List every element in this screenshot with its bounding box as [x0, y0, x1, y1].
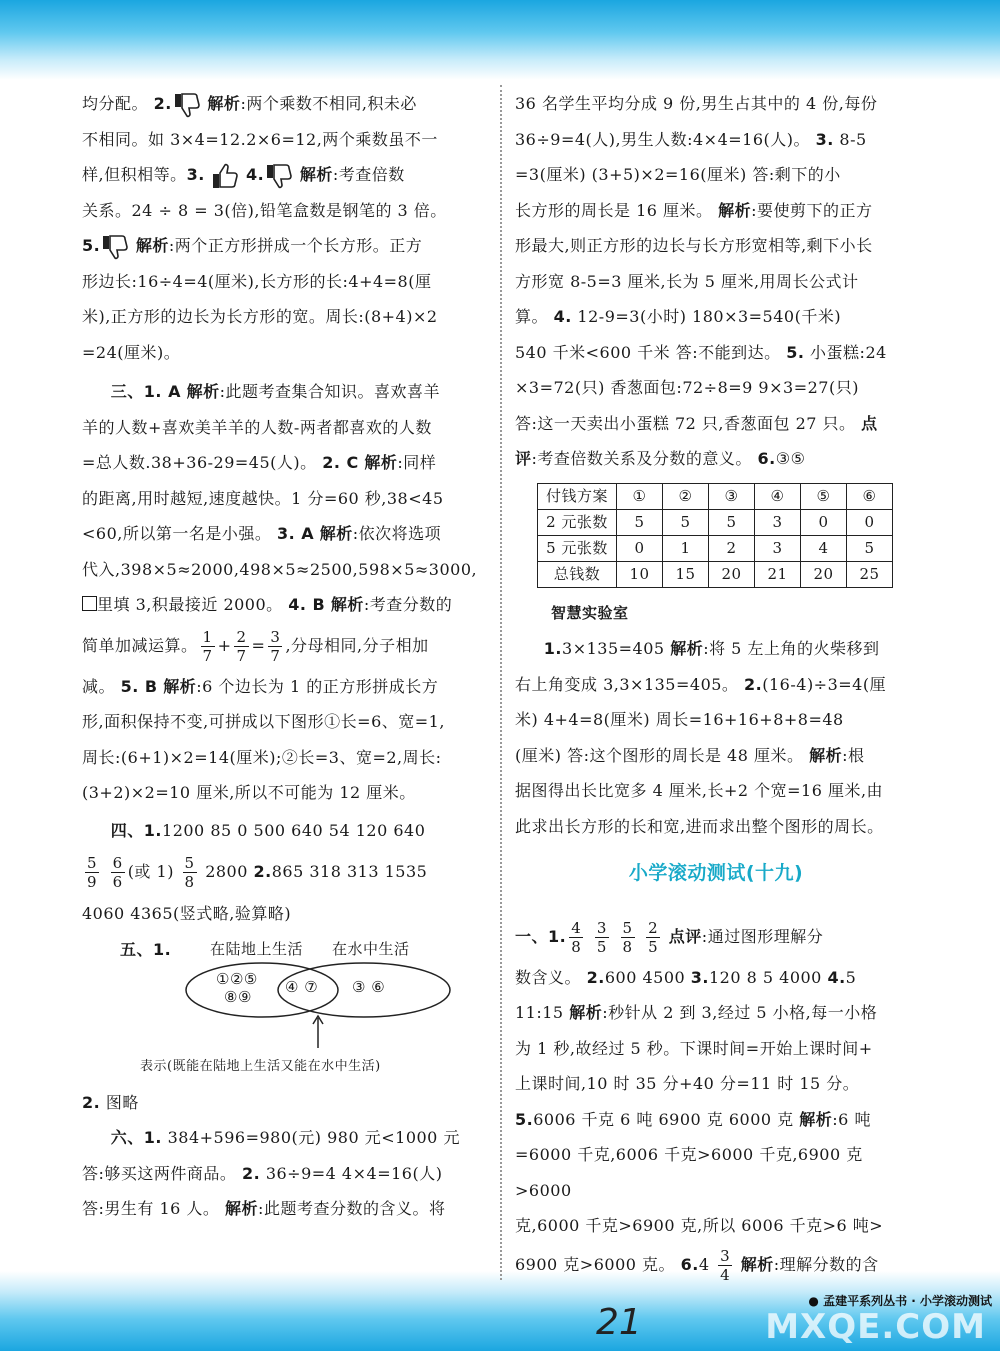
text-line: 上课时间,10 时 35 分+40 分=11 时 15 分。 [515, 1074, 860, 1093]
table-cell: 2 元张数 [538, 509, 617, 535]
table-cell: 25 [847, 561, 893, 587]
table-cell: 付钱方案 [538, 483, 617, 509]
thumbs-down-icon [264, 161, 294, 191]
thumbs-down-icon [172, 90, 202, 120]
thumbs-up-icon [210, 161, 240, 191]
text-line: 1.3×135=405 解析:将 5 左上角的火柴移到 [543, 639, 880, 658]
text-line: (3+2)×2=10 厘米,所以不可能为 12 厘米。 [82, 783, 416, 802]
table-cell: 20 [709, 561, 755, 587]
text-line: 答:这一天卖出小蛋糕 72 只,香葱面包 27 只。 点 [515, 413, 878, 433]
table-cell: 4 [801, 535, 847, 561]
text-line: 一、1. $\frac{4}{8}$ $\frac{3}{5}$ $\frac{5}{8}$ $\frac{2}{5}$ 点评:通过图形理解分 [515, 918, 824, 956]
text-line: 样,但积相等。3. 4. 解析:考查倍数 [82, 157, 487, 193]
fraction: $\frac{5}{8}$ [184, 854, 195, 891]
text-line: 5. 解析:两个正方形拼成一个长方形。正方 [82, 228, 487, 264]
text-line: 据图得出长比宽多 4 厘米,长+2 个宽=16 厘米,由 [515, 781, 884, 800]
text-line: =24(厘米)。 [82, 342, 181, 362]
fraction: $\frac{5}{8}$ [622, 918, 633, 956]
table-cell: 10 [617, 561, 663, 587]
text-line: 6900 克>6000 克。 6.4 $\frac{3}{4}$ 解析:理解分数的含 [515, 1246, 879, 1284]
fraction: $\frac{6}{6}$ [112, 854, 123, 891]
blank-box [82, 596, 97, 611]
text-line: 11:15 解析:秒针从 2 到 3,经过 5 小格,每一小格 [515, 1003, 878, 1022]
text-line: 540 千米<600 千米 答:不能到达。 5. 小蛋糕:24 [515, 342, 887, 362]
table-row [538, 561, 893, 587]
watermark: MXQE.COM [765, 1307, 986, 1347]
page-number: 21 [596, 1302, 642, 1343]
table-cell: 2 [709, 535, 755, 561]
text-line: 代入,398×5≈2000,498×5≈2500,598×5≈3000, [82, 559, 478, 579]
venn-diagram [82, 932, 487, 1057]
text-line: 形边长:16÷4=4(厘米),长方形的长:4+4=8(厘 [82, 271, 432, 291]
text-line: 算。 4. 12-9=3(小时) 180×3=540(千米) [515, 307, 842, 326]
text-line: 36 名学生平均分成 9 份,男生占其中的 4 份,每份 [515, 94, 878, 113]
venn-overlap-items: ④ ⑦ [285, 977, 319, 996]
table-row [538, 483, 893, 509]
text-line: 方形宽 8-5=3 厘米,长为 5 厘米,用周长公式计 [515, 271, 859, 291]
text-line: 均分配。 2. 解析:两个乘数不相同,积未必 [82, 86, 487, 122]
text-line: 关系。24 ÷ 8 = 3(倍),铅笔盒数是钢笔的 3 倍。 [82, 200, 447, 220]
fraction: $\frac{5}{9}$ [87, 854, 98, 891]
text-line: 2. 图略 [82, 1092, 139, 1112]
text-line: 5.6006 千克 6 吨 6900 克 6000 克 解析:6 吨 [515, 1109, 871, 1129]
table-cell: 0 [617, 535, 663, 561]
table-row [538, 535, 893, 561]
fraction: $\frac{3}{4}$ [720, 1246, 731, 1284]
venn-land-items: ⑧⑨ [224, 987, 252, 1006]
text-line: 三、1. A 解析:此题考查集合知识。喜欢喜羊 [110, 382, 440, 401]
thumbs-down-icon [100, 232, 130, 262]
table-cell: 5 [617, 509, 663, 535]
text-line: 米) 4+4=8(厘米) 周长=16+16+8+8=48 [515, 710, 844, 729]
table-cell: ② [663, 483, 709, 509]
text-line: 形,面积保持不变,可拼成以下图形①长=6、宽=1, [82, 712, 445, 731]
table-cell: 3 [755, 509, 801, 535]
text-line: =3(厘米) (3+5)×2=16(厘米) 答:剩下的小 [515, 165, 841, 184]
fraction: $\frac{2}{7}$ [236, 627, 247, 665]
venn-label: 五、1. [120, 939, 172, 959]
table-cell: ④ [755, 483, 801, 509]
table-cell: 20 [801, 561, 847, 587]
text-line: 答:男生有 16 人。 解析:此题考查分数的含义。将 [82, 1199, 446, 1218]
text-line: <60,所以第一名是小强。 3. A 解析:依次将选项 [82, 524, 442, 543]
text-line: (厘米) 答:这个图形的周长是 48 厘米。 解析:根 [515, 745, 865, 765]
table-cell: 总钱数 [538, 561, 617, 587]
venn-water-items: ③ ⑥ [352, 977, 386, 996]
fraction: $\frac{2}{5}$ [648, 918, 659, 956]
text-line: 里填 3,积最接近 2000。 4. B 解析:考查分数的 [82, 587, 487, 623]
text-line: 简单加减运算。 $\frac{1}{7}$ + $\frac{2}{7}$ = $\frac{3}{7}$ ,分母相同,分子相加 [82, 627, 429, 665]
table-cell: 21 [755, 561, 801, 587]
text-line: 评:考查倍数关系及分数的意义。 6.③⑤ [515, 449, 806, 468]
column-divider [500, 85, 502, 1280]
table-cell: ⑥ [847, 483, 893, 509]
text-line: 为 1 秒,故经过 5 秒。下课时间=开始上课时间+ [515, 1038, 873, 1058]
fraction: $\frac{3}{7}$ [270, 627, 281, 665]
table-cell: ① [617, 483, 663, 509]
text-line: 形最大,则正方形的边长与长方形宽相等,剩下小长 [515, 236, 873, 255]
text-line: 长方形的周长是 16 厘米。 解析:要使剪下的正方 [515, 200, 873, 220]
venn-water-label: 在水中生活 [332, 939, 410, 958]
table-cell: ⑤ [801, 483, 847, 509]
fraction: $\frac{1}{7}$ [202, 627, 213, 665]
fraction: $\frac{4}{8}$ [571, 918, 582, 956]
venn-land-label: 在陆地上生活 [210, 939, 304, 958]
fraction: $\frac{3}{5}$ [596, 918, 607, 956]
table-cell: 5 [847, 535, 893, 561]
table-cell: 0 [801, 509, 847, 535]
series-footer: ● 孟建平系列丛书 · 小学滚动测试 [808, 1294, 992, 1308]
text-line: 不相同。如 3×4=12.2×6=12,两个乘数虽不一 [82, 129, 438, 149]
text-line: =总人数.38+36-29=45(人)。 2. C 解析:同样 [82, 453, 437, 472]
text-line: 此求出长方形的长和宽,进而求出整个图形的周长。 [515, 816, 884, 836]
table-cell: ③ [709, 483, 755, 509]
text-line: 克,6000 千克>6900 克,所以 6006 千克>6 吨> [515, 1216, 884, 1235]
text-line: 36÷9=4(人),男生人数:4×4=16(人)。 3. 8-5 [515, 129, 867, 149]
text-line: 数含义。 2.600 4500 3.120 8 5 4000 4.5 [515, 967, 857, 987]
text-line: 4060 4365(竖式略,验算略) [82, 904, 292, 923]
text-line: 右上角变成 3,3×135=405。 2.(16-4)÷3=4(厘 [515, 674, 887, 694]
text-line: 四、1.1200 85 0 500 640 54 120 640 [110, 820, 426, 840]
text-line: 六、1. 384+596=980(元) 980 元<1000 元 [110, 1128, 460, 1147]
right-column [515, 86, 917, 1286]
table-cell: 5 [709, 509, 755, 535]
text-line: 羊的人数+喜欢美羊羊的人数-两者都喜欢的人数 [82, 417, 432, 437]
table-row [538, 509, 893, 535]
left-column [82, 86, 487, 1227]
text-line: 答:够买这两件商品。 2. 36÷9=4 4×4=16(人) [82, 1163, 443, 1183]
payment-plan-table [537, 483, 893, 588]
text-line: $\frac{5}{9}$ $\frac{6}{6}$ (或 1) $\frac{5}{8}$ 2800 2.865 318 313 1535 [87, 854, 428, 891]
text-line: =6000 千克,6006 千克>6000 千克,6900 克>6000 [515, 1145, 863, 1200]
top-decorative-band [0, 0, 1000, 80]
venn-land-items: ①②⑤ [216, 969, 258, 988]
venn-note: 表示(既能在陆地上生活又能在水中生活) [140, 1058, 381, 1074]
table-cell: 3 [755, 535, 801, 561]
text-line: ×3=72(只) 香葱面包:72÷8=9 9×3=27(只) [515, 378, 859, 397]
table-cell: 5 [663, 509, 709, 535]
text-line: 的距离,用时越短,速度越快。1 分=60 秒,38<45 [82, 488, 444, 508]
section-title: 小学滚动测试(十九) [628, 862, 804, 884]
table-cell: 15 [663, 561, 709, 587]
text-line: 减。 5. B 解析:6 个边长为 1 的正方形拼成长方 [82, 676, 439, 696]
text-line: 周长:(6+1)×2=14(厘米);②长=3、宽=2,周长: [82, 747, 442, 767]
lab-heading: 智慧实验室 [551, 603, 629, 622]
table-cell: 5 元张数 [538, 535, 617, 561]
table-cell: 0 [847, 509, 893, 535]
table-cell: 1 [663, 535, 709, 561]
text-line: 米),正方形的边长为长方形的宽。周长:(8+4)×2 [82, 307, 438, 326]
